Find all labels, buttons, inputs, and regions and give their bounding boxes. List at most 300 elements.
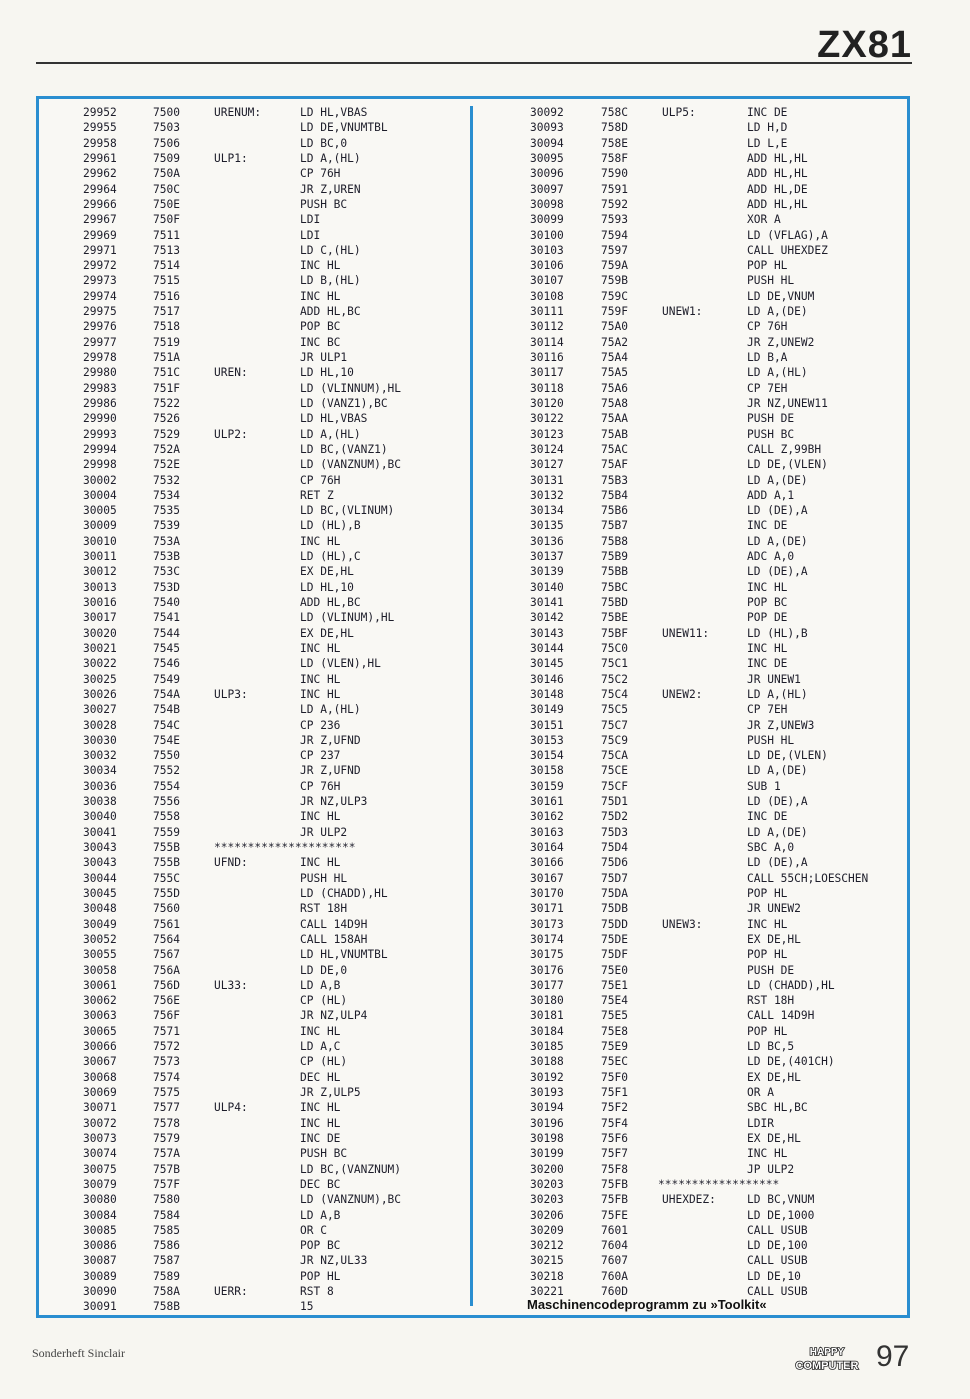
asm-instruction: JR NZ,ULP3 xyxy=(300,795,368,809)
line-number: 30200 xyxy=(530,1162,564,1176)
hex-address: 75F8 xyxy=(601,1162,628,1176)
asm-instruction: OR A xyxy=(747,1086,774,1099)
line-number: 30040 xyxy=(83,810,117,824)
hex-address: 7585 xyxy=(153,1223,180,1237)
hex-address: 7526 xyxy=(153,412,180,426)
asm-label: ULP5: xyxy=(662,106,696,119)
asm-instruction: CP 76H xyxy=(747,320,788,334)
asm-label: UNEW2: xyxy=(662,687,703,701)
line-number: 30048 xyxy=(83,902,117,916)
line-number: 30136 xyxy=(530,534,564,548)
asm-instruction: POP BC xyxy=(747,596,788,609)
line-number: 30107 xyxy=(530,274,564,288)
asm-instruction: LD A,(DE) xyxy=(747,473,808,487)
line-number: 30162 xyxy=(530,810,564,824)
hex-address: 750F xyxy=(153,213,180,227)
line-number: 30221 xyxy=(530,1285,564,1299)
hex-address: 75B8 xyxy=(601,534,628,548)
asm-instruction: CALL USUB xyxy=(747,1223,808,1237)
line-number: 30142 xyxy=(530,611,564,625)
asm-instruction: LD (VANZNUM),BC xyxy=(300,458,402,472)
asm-instruction: JR Z,UREN xyxy=(300,182,361,196)
asm-instruction: PUSH DE xyxy=(747,963,795,977)
hex-address: 7509 xyxy=(153,151,180,165)
asm-instruction: INC DE xyxy=(747,106,788,119)
hex-address: 7552 xyxy=(153,764,180,778)
asm-instruction: POP HL xyxy=(747,948,788,962)
asm-instruction: LD HL,VBAS xyxy=(300,412,368,426)
asm-instruction: LD (VLINUM),HL xyxy=(300,611,395,625)
asm-instruction: LD (VANZ1),BC xyxy=(300,396,388,410)
line-number: 29952 xyxy=(83,106,117,119)
line-number: 30099 xyxy=(530,213,564,227)
hex-address: 7597 xyxy=(601,243,628,257)
hex-address: 75D1 xyxy=(601,795,628,809)
asm-instruction: LD (VFLAG),A xyxy=(747,228,828,242)
asm-instruction: INC HL xyxy=(300,534,341,548)
line-number: 30044 xyxy=(83,871,117,885)
line-number: 30004 xyxy=(83,488,117,502)
line-number: 30062 xyxy=(83,994,117,1008)
line-number: 30135 xyxy=(530,519,564,533)
hex-address: 760A xyxy=(601,1269,628,1283)
asm-instruction: SUB 1 xyxy=(747,779,781,793)
line-number: 30058 xyxy=(83,963,117,977)
asm-instruction: LD A,(DE) xyxy=(747,305,808,319)
hex-address: 750C xyxy=(153,182,180,196)
asm-instruction: LD BC,(VANZ1) xyxy=(300,442,388,456)
line-number: 29962 xyxy=(83,167,117,181)
asm-instruction: LD B,A xyxy=(747,351,788,364)
asm-instruction: ADD HL,HL xyxy=(747,151,808,165)
asm-instruction: POP BC xyxy=(300,1239,341,1253)
asm-instruction: INC HL xyxy=(300,641,341,655)
line-number: 30111 xyxy=(530,305,564,319)
asm-instruction: CALL 14D9H xyxy=(747,1009,815,1023)
asm-instruction: LD BC,VNUM xyxy=(747,1193,815,1207)
line-number: 30132 xyxy=(530,488,564,502)
line-number: 30043 xyxy=(83,856,117,870)
line-number: 30021 xyxy=(83,641,117,655)
asm-instruction: LD (HL),C xyxy=(300,550,361,564)
line-number: 30038 xyxy=(83,795,117,809)
asm-instruction: LD (HL),B xyxy=(300,519,361,533)
line-number: 30198 xyxy=(530,1131,564,1145)
asm-instruction: PUSH BC xyxy=(300,197,348,211)
asm-instruction: LDIR xyxy=(747,1116,774,1130)
asm-instruction: LD DE,(VLEN) xyxy=(747,458,828,472)
asm-instruction: LD DE,100 xyxy=(747,1239,808,1253)
line-number: 29976 xyxy=(83,320,117,334)
hex-address: 7587 xyxy=(153,1254,180,1268)
hex-address: 75FB xyxy=(601,1193,628,1207)
asm-instruction: ADC A,0 xyxy=(747,550,795,564)
asm-instruction: ADD HL,BC xyxy=(300,596,361,609)
asm-label: UERR: xyxy=(214,1285,248,1299)
asm-instruction: RST 18H xyxy=(300,902,348,916)
line-number: 30141 xyxy=(530,596,564,609)
hex-address: 7571 xyxy=(153,1024,180,1038)
asm-instruction: ADD HL,HL xyxy=(747,197,808,211)
line-number: 30106 xyxy=(530,259,564,273)
line-number: 30196 xyxy=(530,1116,564,1130)
asm-instruction: LD (VANZNUM),BC xyxy=(300,1193,402,1207)
line-number: 30079 xyxy=(83,1177,117,1191)
hex-address: 7549 xyxy=(153,672,180,686)
asm-instruction: PUSH HL xyxy=(300,871,348,885)
asm-instruction: XOR A xyxy=(747,213,781,227)
asm-instruction: INC HL xyxy=(300,1101,341,1115)
line-number: 30158 xyxy=(530,764,564,778)
asm-instruction: EX DE,HL xyxy=(747,1070,801,1084)
asm-instruction: LD (DE),A xyxy=(747,565,808,579)
hex-address: 75A2 xyxy=(601,335,628,349)
hex-address: 7572 xyxy=(153,1040,180,1054)
line-number: 30066 xyxy=(83,1040,117,1054)
line-number: 30203 xyxy=(530,1177,564,1191)
asm-instruction: INC HL xyxy=(747,641,788,655)
hex-address: 7506 xyxy=(153,136,180,150)
asm-instruction: CP (HL) xyxy=(300,994,348,1008)
line-number: 30086 xyxy=(83,1239,117,1253)
asm-instruction: JR Z,UNEW3 xyxy=(747,718,815,732)
asm-instruction: LD (DE),A xyxy=(747,504,808,518)
asm-instruction: POP BC xyxy=(300,320,341,334)
asm-instruction: ADD A,1 xyxy=(747,488,795,502)
line-number: 29964 xyxy=(83,182,117,196)
hex-address: 7556 xyxy=(153,795,180,809)
line-number: 30084 xyxy=(83,1208,117,1222)
hex-address: 7558 xyxy=(153,810,180,824)
asm-instruction: LD B,(HL) xyxy=(300,274,361,288)
line-number: 30091 xyxy=(83,1300,117,1314)
line-number: 30005 xyxy=(83,504,117,518)
hex-address: 75B4 xyxy=(601,488,628,502)
asm-instruction: LD (DE),A xyxy=(747,856,808,870)
hex-address: 75CA xyxy=(601,749,628,763)
line-number: 30174 xyxy=(530,932,564,946)
hex-address: 7513 xyxy=(153,243,180,257)
line-number: 30032 xyxy=(83,749,117,763)
hex-address: 7546 xyxy=(153,657,180,671)
hex-address: 75D4 xyxy=(601,841,628,854)
asm-instruction: CALL USUB xyxy=(747,1254,808,1268)
hex-address: 7503 xyxy=(153,121,180,135)
hex-address: 7567 xyxy=(153,948,180,962)
hex-address: 756F xyxy=(153,1009,180,1023)
hex-address: 75B9 xyxy=(601,550,628,564)
asm-instruction: CALL 14D9H xyxy=(300,917,368,931)
hex-address: 75E1 xyxy=(601,978,628,992)
asm-instruction: LD DE,(401CH) xyxy=(747,1055,835,1069)
hex-address: 7515 xyxy=(153,274,180,288)
asm-instruction: INC DE xyxy=(300,1131,341,1145)
hex-address: 7522 xyxy=(153,396,180,410)
asm-instruction: SBC A,0 xyxy=(747,841,795,854)
hex-address: 75CE xyxy=(601,764,628,778)
asm-instruction: LD HL,VBAS xyxy=(300,106,368,119)
asm-instruction: JR UNEW1 xyxy=(747,672,801,686)
hex-address: 752A xyxy=(153,442,180,456)
hex-address: 754A xyxy=(153,687,180,701)
separator-line: ****************** xyxy=(658,1177,780,1191)
line-number: 30154 xyxy=(530,749,564,763)
line-number: 29986 xyxy=(83,396,117,410)
asm-instruction: ADD HL,HL xyxy=(747,167,808,181)
hex-address: 758E xyxy=(601,136,628,150)
asm-instruction: EX DE,HL xyxy=(747,1131,801,1145)
asm-instruction: EX DE,HL xyxy=(300,565,354,579)
line-number: 30095 xyxy=(530,151,564,165)
hex-address: 75E9 xyxy=(601,1040,628,1054)
hex-address: 757F xyxy=(153,1177,180,1191)
hex-address: 7554 xyxy=(153,779,180,793)
hex-address: 7584 xyxy=(153,1208,180,1222)
asm-instruction: JR UNEW2 xyxy=(747,902,801,916)
line-number: 30067 xyxy=(83,1055,117,1069)
hex-address: 7500 xyxy=(153,106,180,119)
line-number: 30192 xyxy=(530,1070,564,1084)
hex-address: 7574 xyxy=(153,1070,180,1084)
line-number: 30166 xyxy=(530,856,564,870)
line-number: 30167 xyxy=(530,871,564,885)
asm-instruction: LD DE,0 xyxy=(300,963,348,977)
line-number: 30072 xyxy=(83,1116,117,1130)
hex-address: 75EC xyxy=(601,1055,628,1069)
line-number: 30026 xyxy=(83,687,117,701)
asm-instruction: CALL Z,99BH xyxy=(747,442,822,456)
line-number: 30013 xyxy=(83,580,117,594)
asm-instruction: LD DE,10 xyxy=(747,1269,801,1283)
line-number: 30017 xyxy=(83,611,117,625)
hex-address: 75C5 xyxy=(601,703,628,717)
line-number: 30218 xyxy=(530,1269,564,1283)
line-number: 30036 xyxy=(83,779,117,793)
hex-address: 75DE xyxy=(601,932,628,946)
asm-instruction: JR Z,ULP5 xyxy=(300,1086,361,1099)
hex-address: 7592 xyxy=(601,197,628,211)
hex-address: 75AF xyxy=(601,458,628,472)
hex-address: 7545 xyxy=(153,641,180,655)
line-number: 29994 xyxy=(83,442,117,456)
line-number: 30140 xyxy=(530,580,564,594)
asm-instruction: POP HL xyxy=(300,1269,341,1283)
asm-instruction: INC DE xyxy=(747,810,788,824)
line-number: 30137 xyxy=(530,550,564,564)
line-number: 30199 xyxy=(530,1147,564,1161)
hex-address: 75D2 xyxy=(601,810,628,824)
asm-instruction: EX DE,HL xyxy=(747,932,801,946)
line-number: 29975 xyxy=(83,305,117,319)
asm-instruction: JR ULP1 xyxy=(300,351,348,364)
asm-instruction: LD A,(DE) xyxy=(747,534,808,548)
line-number: 30176 xyxy=(530,963,564,977)
line-number: 30127 xyxy=(530,458,564,472)
asm-instruction: LDI xyxy=(300,228,321,242)
hex-address: 7540 xyxy=(153,596,180,609)
hex-address: 7532 xyxy=(153,473,180,487)
hex-address: 750A xyxy=(153,167,180,181)
asm-instruction: PUSH HL xyxy=(747,274,795,288)
line-number: 30093 xyxy=(530,121,564,135)
line-number: 30049 xyxy=(83,917,117,931)
hex-address: 75F6 xyxy=(601,1131,628,1145)
asm-instruction: RST 8 xyxy=(300,1285,334,1299)
asm-instruction: JR NZ,UNEW11 xyxy=(747,396,828,410)
asm-instruction: LD A,(HL) xyxy=(300,427,361,441)
hex-address: 7519 xyxy=(153,335,180,349)
asm-label: UNEW3: xyxy=(662,917,703,931)
asm-instruction: CP 76H xyxy=(300,473,341,487)
line-number: 30098 xyxy=(530,197,564,211)
listing-caption: Maschinencodeprogramm zu »Toolkit« xyxy=(527,1297,767,1312)
hex-address: 759B xyxy=(601,274,628,288)
svg-text:COMPUTER: COMPUTER xyxy=(795,1360,859,1372)
hex-address: 751C xyxy=(153,366,180,380)
line-number: 30080 xyxy=(83,1193,117,1207)
asm-instruction: JP ULP2 xyxy=(747,1162,795,1176)
happy-computer-logo xyxy=(787,1343,867,1373)
asm-instruction: LD C,(HL) xyxy=(300,243,361,257)
line-number: 30030 xyxy=(83,733,117,747)
asm-instruction: LD HL,10 xyxy=(300,366,354,380)
hex-address: 75BB xyxy=(601,565,628,579)
line-number: 30108 xyxy=(530,289,564,303)
asm-instruction: JR Z,UNEW2 xyxy=(747,335,815,349)
line-number: 30092 xyxy=(530,106,564,119)
line-number: 30188 xyxy=(530,1055,564,1069)
asm-instruction: JR Z,UFND xyxy=(300,733,361,747)
line-number: 29961 xyxy=(83,151,117,165)
line-number: 30073 xyxy=(83,1131,117,1145)
line-number: 30087 xyxy=(83,1254,117,1268)
line-number: 29998 xyxy=(83,458,117,472)
hex-address: 758C xyxy=(601,106,628,119)
hex-address: 759F xyxy=(601,305,628,319)
line-number: 30193 xyxy=(530,1086,564,1099)
hex-address: 753D xyxy=(153,580,180,594)
asm-instruction: PUSH BC xyxy=(300,1147,348,1161)
asm-instruction: INC HL xyxy=(747,1147,788,1161)
line-number: 30173 xyxy=(530,917,564,931)
asm-label: UREN: xyxy=(214,366,248,380)
asm-label: ULP4: xyxy=(214,1101,248,1115)
hex-address: 756D xyxy=(153,978,180,992)
line-number: 30009 xyxy=(83,519,117,533)
asm-instruction: LD (CHADD),HL xyxy=(747,978,835,992)
hex-address: 75C4 xyxy=(601,687,628,701)
asm-instruction: LD DE,(VLEN) xyxy=(747,749,828,763)
line-number: 29983 xyxy=(83,381,117,395)
line-number: 30194 xyxy=(530,1101,564,1115)
hex-address: 75D3 xyxy=(601,825,628,839)
line-number: 30116 xyxy=(530,351,564,364)
asm-instruction: CP 76H xyxy=(300,779,341,793)
line-number: 29993 xyxy=(83,427,117,441)
line-number: 30181 xyxy=(530,1009,564,1023)
line-number: 30011 xyxy=(83,550,117,564)
hex-address: 7580 xyxy=(153,1193,180,1207)
hex-address: 7550 xyxy=(153,749,180,763)
asm-label: UHEXDEZ: xyxy=(662,1193,716,1207)
line-number: 30144 xyxy=(530,641,564,655)
hex-address: 755C xyxy=(153,871,180,885)
hex-address: 759C xyxy=(601,289,628,303)
line-number: 30025 xyxy=(83,672,117,686)
line-number: 29978 xyxy=(83,351,117,364)
asm-instruction: DEC HL xyxy=(300,1070,341,1084)
hex-address: 7518 xyxy=(153,320,180,334)
asm-instruction: INC HL xyxy=(300,289,341,303)
hex-address: 75BF xyxy=(601,626,628,640)
asm-instruction: CP (HL) xyxy=(300,1055,348,1069)
hex-address: 7564 xyxy=(153,932,180,946)
hex-address: 7589 xyxy=(153,1269,180,1283)
asm-label: UL33: xyxy=(214,978,248,992)
line-number: 29977 xyxy=(83,335,117,349)
hex-address: 7560 xyxy=(153,902,180,916)
asm-instruction: CP 76H xyxy=(300,167,341,181)
hex-address: 755D xyxy=(153,886,180,900)
asm-instruction: LD A,(HL) xyxy=(747,366,808,380)
hex-address: 75E8 xyxy=(601,1024,628,1038)
asm-instruction: OR C xyxy=(300,1223,327,1237)
hex-address: 7594 xyxy=(601,228,628,242)
line-number: 30022 xyxy=(83,657,117,671)
asm-instruction: POP HL xyxy=(747,886,788,900)
asm-instruction: 15 xyxy=(300,1300,314,1314)
line-number: 29967 xyxy=(83,213,117,227)
asm-instruction: LD H,D xyxy=(747,121,788,135)
line-number: 30159 xyxy=(530,779,564,793)
line-number: 30117 xyxy=(530,366,564,380)
asm-label: URENUM: xyxy=(214,106,262,119)
line-number: 30124 xyxy=(530,442,564,456)
line-number: 29980 xyxy=(83,366,117,380)
hex-address: 754B xyxy=(153,703,180,717)
line-number: 30075 xyxy=(83,1162,117,1176)
hex-address: 75DF xyxy=(601,948,628,962)
asm-instruction: LD A,(HL) xyxy=(747,687,808,701)
hex-address: 75E4 xyxy=(601,994,628,1008)
asm-instruction: PUSH BC xyxy=(747,427,795,441)
asm-instruction: CALL 55CH;LOESCHEN xyxy=(747,871,869,885)
line-number: 30206 xyxy=(530,1208,564,1222)
line-number: 29974 xyxy=(83,289,117,303)
line-number: 30185 xyxy=(530,1040,564,1054)
line-number: 29958 xyxy=(83,136,117,150)
hex-address: 75B3 xyxy=(601,473,628,487)
hex-address: 7601 xyxy=(601,1223,628,1237)
hex-address: 7575 xyxy=(153,1086,180,1099)
line-number: 30131 xyxy=(530,473,564,487)
line-number: 29973 xyxy=(83,274,117,288)
line-number: 30145 xyxy=(530,657,564,671)
asm-instruction: LD BC,0 xyxy=(300,136,348,150)
hex-address: 75A4 xyxy=(601,351,628,364)
page-number: 97 xyxy=(876,1340,910,1373)
line-number: 30090 xyxy=(83,1285,117,1299)
asm-instruction: INC DE xyxy=(747,519,788,533)
hex-address: 75F0 xyxy=(601,1070,628,1084)
asm-instruction: CALL USUB xyxy=(747,1285,808,1299)
line-number: 30055 xyxy=(83,948,117,962)
line-number: 30096 xyxy=(530,167,564,181)
asm-instruction: LD DE,VNUM xyxy=(747,289,815,303)
line-number: 30151 xyxy=(530,718,564,732)
line-number: 30163 xyxy=(530,825,564,839)
line-number: 30094 xyxy=(530,136,564,150)
